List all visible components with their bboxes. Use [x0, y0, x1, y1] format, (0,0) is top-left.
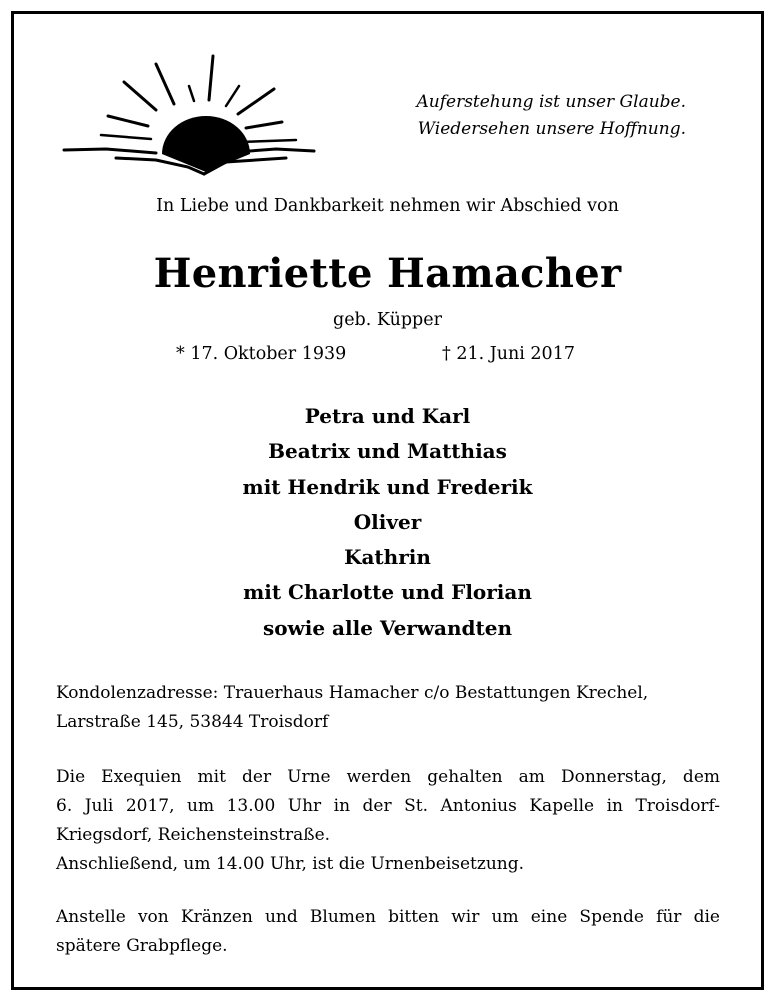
service-line: Die Exequien mit der Urne werden gehalten am Donnerstag, dem: [56, 767, 720, 787]
mourner-line: mit Hendrik und Frederik: [242, 474, 533, 499]
motto: [354, 89, 686, 143]
mourners-list: [14, 399, 761, 646]
service-line: Anschließend, um 14.00 Uhr, ist die Urnenbeisetzung.: [56, 854, 525, 874]
donation-line: spätere Grabpflege.: [56, 936, 228, 956]
deceased-name: Henriette Hamacher: [153, 250, 622, 297]
birth-date: * 17. Oktober 1939: [176, 344, 347, 364]
mourner-line: sowie alle Verwandten: [262, 615, 513, 640]
mourner-line: Kathrin: [344, 545, 431, 570]
service-line: Kriegsdorf, Reichensteinstraße.: [56, 825, 331, 845]
maiden-name: geb. Küpper: [333, 310, 442, 330]
mourner-line: Petra und Karl: [304, 404, 471, 428]
service-info: [56, 763, 720, 879]
service-line: 6. Juli 2017, um 13.00 Uhr in der St. Antonius Kapelle in Troisdorf-: [56, 796, 720, 816]
donation-line: Anstelle von Kränzen und Blumen bitten wir um eine Spende für die: [56, 907, 720, 927]
obituary-notice: [11, 11, 764, 990]
mourner-line: Oliver: [353, 509, 422, 534]
donation-request: [56, 903, 720, 961]
mourner-line: mit Charlotte und Florian: [243, 580, 532, 605]
condolence-line: Larstraße 145, 53844 Troisdorf: [56, 712, 329, 732]
condolence-address: [56, 679, 720, 737]
mourner-line: Beatrix und Matthias: [268, 439, 507, 464]
sunrise-icon: [56, 54, 318, 179]
intro-text: In Liebe und Dankbarkeit nehmen wir Abschied von: [156, 196, 619, 216]
death-date: † 21. Juni 2017: [442, 344, 575, 364]
motto-line: Wiedersehen unsere Hoffnung.: [417, 119, 686, 139]
motto-line: Auferstehung ist unser Glaube.: [416, 92, 686, 112]
condolence-line: Kondolenzadresse: Trauerhaus Hamacher c/o Bestattungen Krechel,: [56, 683, 649, 703]
